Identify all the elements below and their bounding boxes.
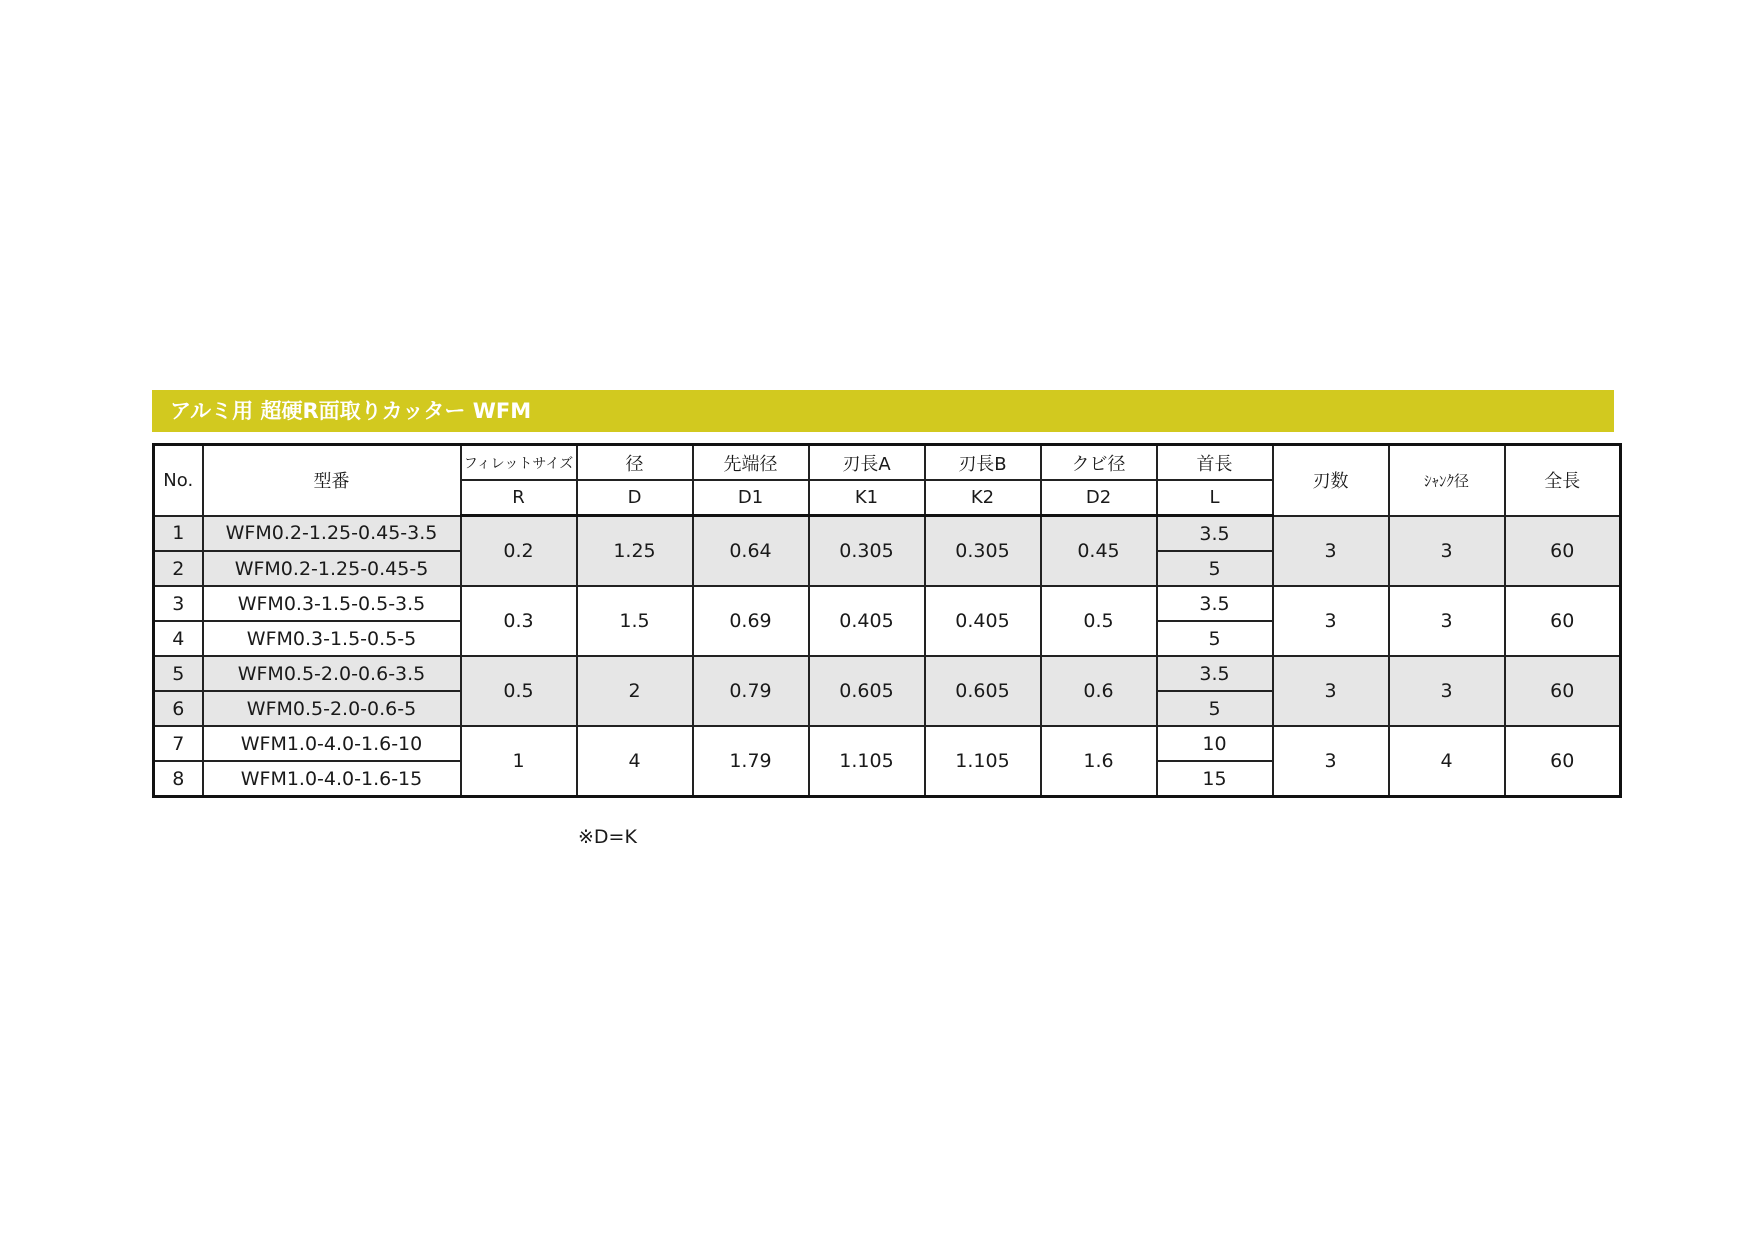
cell-neck-dia: 0.45 (1041, 516, 1157, 587)
symbol-neck-dia: D2 (1041, 480, 1157, 516)
row-no: 3 (154, 586, 203, 621)
row-model: WFM1.0-4.0-1.6-15 (203, 761, 461, 797)
row-model: WFM0.2-1.25-0.45-5 (203, 551, 461, 586)
row-model: WFM0.5-2.0-0.6-3.5 (203, 656, 461, 691)
header-model: 型番 (203, 445, 461, 516)
row-model: WFM0.3-1.5-0.5-5 (203, 621, 461, 656)
cell-dia: 4 (577, 726, 693, 797)
cell-flutes: 3 (1273, 726, 1389, 797)
cell-shank: 3 (1389, 586, 1505, 656)
cell-neck-dia: 0.6 (1041, 656, 1157, 726)
cell-shank: 3 (1389, 656, 1505, 726)
header-blade-b: 刃長B (925, 445, 1041, 481)
table-body (154, 516, 1621, 797)
cell-neck-len: 5 (1157, 621, 1273, 656)
row-no: 1 (154, 516, 203, 552)
cell-neck-len: 3.5 (1157, 656, 1273, 691)
header-neck-len: 首長 (1157, 445, 1273, 481)
header-no: No. (154, 445, 203, 516)
cell-dia: 2 (577, 656, 693, 726)
cell-blade-b: 1.105 (925, 726, 1041, 797)
footnote: ※D=K (578, 826, 637, 848)
cell-blade-a: 1.105 (809, 726, 925, 797)
cell-tip-dia: 0.79 (693, 656, 809, 726)
cell-total: 60 (1505, 726, 1621, 797)
cell-neck-len: 3.5 (1157, 516, 1273, 552)
cell-neck-dia: 0.5 (1041, 586, 1157, 656)
row-model: WFM0.2-1.25-0.45-3.5 (203, 516, 461, 552)
symbol-blade-b: K2 (925, 480, 1041, 516)
title-bar (152, 390, 1614, 432)
table-row (154, 586, 1621, 621)
cell-fillet: 0.2 (461, 516, 577, 587)
cell-fillet: 0.5 (461, 656, 577, 726)
cell-dia: 1.5 (577, 586, 693, 656)
page-title: アルミ用 超硬R面取りカッター WFM (170, 399, 532, 423)
symbol-neck-len: L (1157, 480, 1273, 516)
row-no: 8 (154, 761, 203, 797)
cell-blade-a: 0.305 (809, 516, 925, 587)
cell-neck-len: 5 (1157, 691, 1273, 726)
header-neck-dia: クビ径 (1041, 445, 1157, 481)
table-row (154, 656, 1621, 691)
cell-total: 60 (1505, 656, 1621, 726)
symbol-dia: D (577, 480, 693, 516)
cell-blade-a: 0.405 (809, 586, 925, 656)
cell-dia: 1.25 (577, 516, 693, 587)
symbol-blade-a: K1 (809, 480, 925, 516)
cell-blade-b: 0.305 (925, 516, 1041, 587)
header-total: 全長 (1505, 445, 1621, 516)
table-row (154, 516, 1621, 552)
cell-neck-dia: 1.6 (1041, 726, 1157, 797)
row-no: 4 (154, 621, 203, 656)
header-fillet: フィレットサイズ (461, 445, 577, 481)
row-model: WFM1.0-4.0-1.6-10 (203, 726, 461, 761)
spec-table (152, 443, 1622, 798)
header-shank: ｼｬﾝｸ径 (1389, 445, 1505, 516)
row-model: WFM0.3-1.5-0.5-3.5 (203, 586, 461, 621)
cell-fillet: 1 (461, 726, 577, 797)
cell-blade-a: 0.605 (809, 656, 925, 726)
cell-total: 60 (1505, 516, 1621, 587)
symbol-tip-dia: D1 (693, 480, 809, 516)
header-tip-dia: 先端径 (693, 445, 809, 481)
cell-blade-b: 0.405 (925, 586, 1041, 656)
cell-neck-len: 15 (1157, 761, 1273, 797)
cell-tip-dia: 0.64 (693, 516, 809, 587)
cell-blade-b: 0.605 (925, 656, 1041, 726)
cell-fillet: 0.3 (461, 586, 577, 656)
row-model: WFM0.5-2.0-0.6-5 (203, 691, 461, 726)
cell-neck-len: 3.5 (1157, 586, 1273, 621)
cell-neck-len: 5 (1157, 551, 1273, 586)
row-no: 5 (154, 656, 203, 691)
symbol-fillet: R (461, 480, 577, 516)
table-row (154, 726, 1621, 761)
header-dia: 径 (577, 445, 693, 481)
cell-flutes: 3 (1273, 516, 1389, 587)
row-no: 7 (154, 726, 203, 761)
row-no: 2 (154, 551, 203, 586)
row-no: 6 (154, 691, 203, 726)
cell-shank: 3 (1389, 516, 1505, 587)
cell-neck-len: 10 (1157, 726, 1273, 761)
cell-tip-dia: 1.79 (693, 726, 809, 797)
header-flutes: 刃数 (1273, 445, 1389, 516)
header-row (154, 445, 1621, 481)
cell-flutes: 3 (1273, 586, 1389, 656)
cell-tip-dia: 0.69 (693, 586, 809, 656)
header-blade-a: 刃長A (809, 445, 925, 481)
cell-shank: 4 (1389, 726, 1505, 797)
cell-total: 60 (1505, 586, 1621, 656)
cell-flutes: 3 (1273, 656, 1389, 726)
